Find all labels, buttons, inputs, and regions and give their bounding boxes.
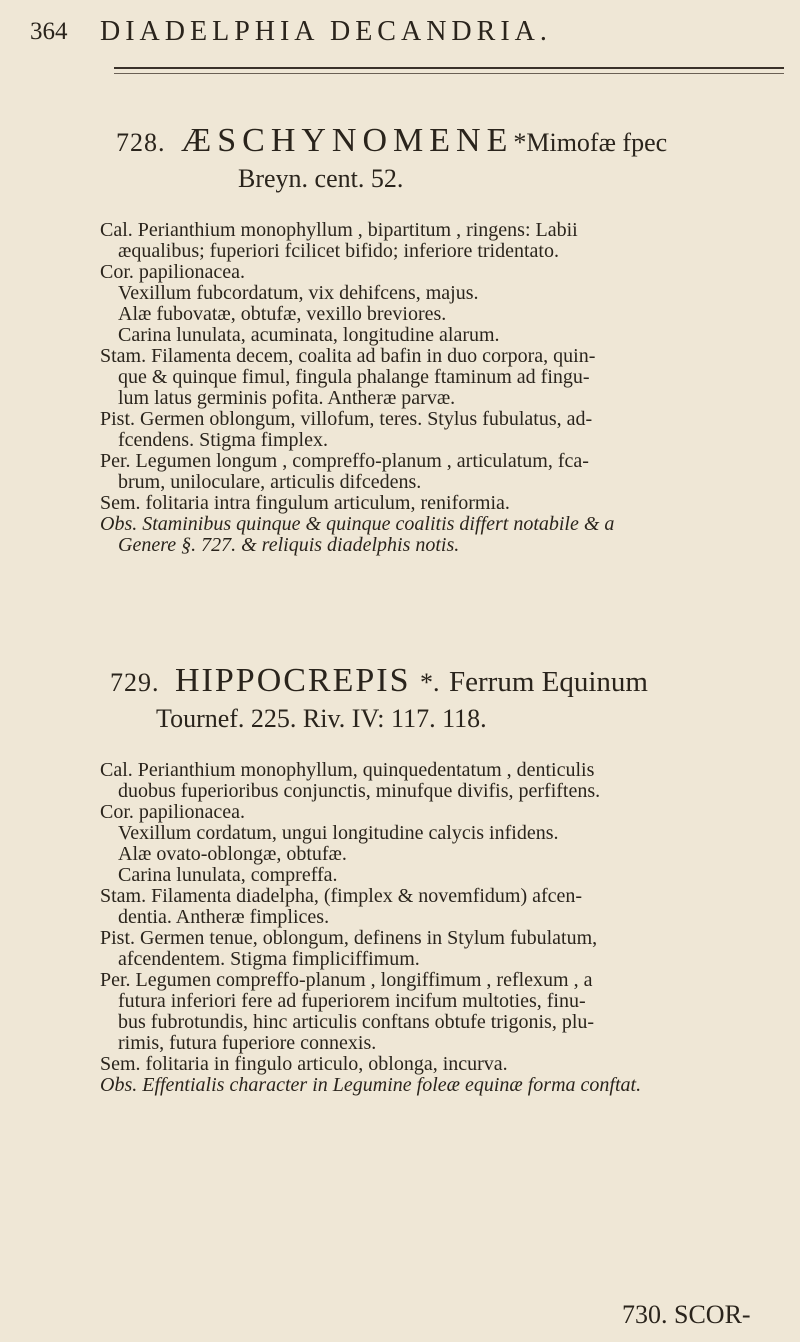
text-line: afcendentem. Stigma fimpliciffimum. — [118, 948, 420, 970]
text-line: Genere §. 727. & reliquis diadelphis notis. — [118, 534, 460, 556]
running-title: DIADELPHIA DECANDRIA. — [100, 16, 552, 47]
text-line: futura inferiori fere ad fuperiorem incifum multoties, finu- — [118, 990, 586, 1012]
entry-body-728 — [100, 220, 790, 556]
text-line: dentia. Antheræ fimplices. — [118, 906, 330, 928]
text-line: Per. Legumen longum , compreffo-planum , articulatum, fca- — [100, 450, 589, 472]
reference-text: Tournef. 225. Riv. IV: 117. 118. — [156, 704, 487, 733]
text-line: Cor. papilionacea. — [100, 801, 245, 823]
text-line: lum latus germinis pofita. Antheræ parvæ. — [118, 387, 456, 409]
text-line: fcendens. Stigma fimplex. — [118, 429, 328, 451]
text-line: Per. Legumen compreffo-planum , longiffimum , reflexum , a — [100, 969, 593, 991]
text-line: Stam. Filamenta decem, coalita ad bafin in duo corpora, quin- — [100, 345, 596, 367]
text-line: Obs. Effentialis character in Legumine foleæ equinæ forma conftat. — [100, 1074, 642, 1096]
entry-title-728 — [116, 122, 667, 160]
text-line: Pist. Germen tenue, oblongum, definens in Stylum fubulatum, — [100, 927, 598, 949]
entry-body-729 — [100, 760, 790, 1096]
entry-number: 729. — [110, 668, 160, 697]
page-header — [30, 16, 770, 56]
text-line: Carina lunulata, compreffa. — [118, 864, 338, 886]
text-line: Vexillum cordatum, ungui longitudine calycis infidens. — [118, 822, 559, 844]
text-line: Obs. Staminibus quinque & quinque coalitis differt notabile & a — [100, 513, 615, 535]
page-number: 364 — [30, 18, 68, 45]
text-line: brum, uniloculare, articulis difcedens. — [118, 471, 422, 493]
genus-mark: *. — [420, 668, 440, 697]
text-line: Alæ ovato-oblongæ, obtufæ. — [118, 843, 347, 865]
text-line: Carina lunulata, acuminata, longitudine alarum. — [118, 324, 500, 346]
entry-number: 728. — [116, 128, 166, 157]
text-line: rimis, futura fuperiore connexis. — [118, 1032, 377, 1054]
text-line: æqualibus; fuperiori fcilicet bifido; inferiore tridentato. — [118, 240, 559, 262]
text-line: Sem. folitaria in fingulo articulo, oblonga, incurva. — [100, 1053, 508, 1075]
entry-title-729 — [110, 662, 648, 700]
text-line: Stam. Filamenta diadelpha, (fimplex & novemfidum) afcen- — [100, 885, 583, 907]
genus-mark: * — [513, 128, 527, 157]
text-line: Pist. Germen oblongum, villofum, teres. Stylus fubulatus, ad- — [100, 408, 593, 430]
text-line: bus fubrotundis, hinc articulis conftans obtufe trigonis, plu- — [118, 1011, 595, 1033]
genus-name: HIPPOCREPIS — [175, 662, 411, 699]
text-line: Vexillum fubcordatum, vix dehifcens, majus. — [118, 282, 479, 304]
text-line: Cal. Perianthium monophyllum, quinquedentatum , denticulis — [100, 759, 595, 781]
text-line: Alæ fubovatæ, obtufæ, vexillo breviores. — [118, 303, 447, 325]
genus-synonym: Ferrum Equinum — [449, 666, 648, 698]
entry-reference-729 — [156, 704, 487, 734]
text-line: Cal. Perianthium monophyllum , bipartitum , ringens: Labii — [100, 219, 578, 241]
entry-reference-728 — [238, 164, 403, 194]
text-line: que & quinque fimul, fingula phalange ftaminum ad fingu- — [118, 366, 590, 388]
text-line: Cor. papilionacea. — [100, 261, 245, 283]
text-line: duobus fuperioribus conjunctis, minufque divifis, perfiftens. — [118, 780, 601, 802]
genus-synonym: Mimofæ fpec — [526, 128, 668, 157]
catchword: 730. SCOR- — [622, 1300, 751, 1329]
text-line: Sem. folitaria intra fingulum articulum, reniformia. — [100, 492, 510, 514]
genus-name: ÆSCHYNOMENE — [181, 122, 514, 159]
reference-text: Breyn. cent. 52. — [238, 164, 404, 193]
header-rule — [114, 67, 784, 74]
